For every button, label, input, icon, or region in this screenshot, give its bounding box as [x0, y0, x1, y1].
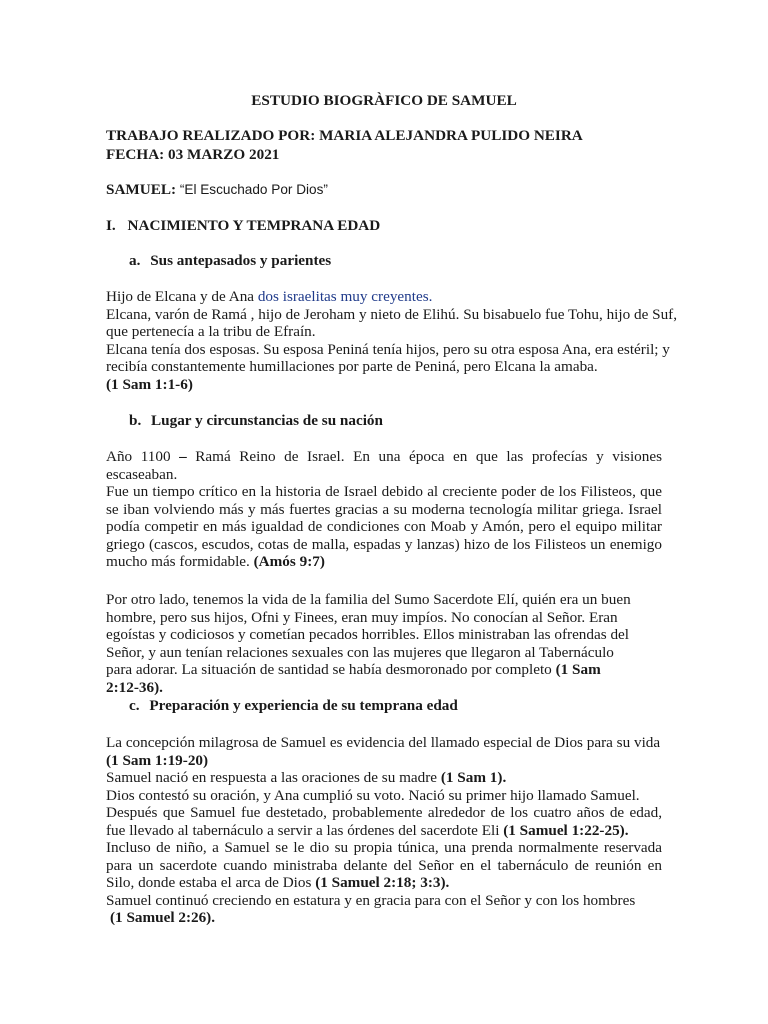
text-run: Hijo de Elcana y de Ana: [106, 288, 258, 305]
subject-line: [106, 181, 706, 199]
paragraph-c-line1: La concepción milagrosa de Samuel es evidencia del llamado especial de Dios para su vida: [106, 734, 661, 751]
paragraph-c-line4: [106, 804, 662, 839]
scripture-reference: (Amós 9:7): [253, 553, 325, 570]
scripture-reference: (1 Sam 2:12-36).: [106, 661, 601, 696]
highlight-link[interactable]: dos israelitas muy creyentes.: [257, 288, 433, 305]
subsection-title: Preparación y experiencia de su temprana edad: [149, 697, 458, 714]
subsection-title: Lugar y circunstancias de su nación: [151, 412, 383, 429]
text-run: Incluso de niño, a Samuel se le dio su propia túnica, una prenda normalmente reservada para un sacerdote cuando ministraba delante del Señor en el tabernáculo de reunión en Silo, donde estaba el arca de Dios: [106, 839, 662, 891]
subject-meaning: “El Escuchado Por Dios”: [179, 182, 328, 197]
subsection-heading-b: [129, 412, 689, 430]
subsection-letter: c.: [129, 697, 140, 714]
paragraph-c-line5: [106, 839, 662, 892]
section-heading-1: [106, 217, 706, 235]
paragraph-b2: [106, 591, 636, 696]
scripture-reference: (1 Samuel 1:22-25).: [503, 821, 629, 839]
text-run: Fue un tiempo crítico en la historia de Israel debido al creciente poder de los Filisteos, que se iban volviendo más y más fuertes gracias a su moderna tecnología militar griega. Israel podía competir en más igualdad de condiciones con Moab y Amón, pero el equipo militar griego (cascos, escudos, cotas de malla, espadas y lanzas) hizo de los Filisteos un enemigo mucho más formidable.: [106, 483, 662, 570]
paragraph-c: [106, 734, 662, 927]
scripture-reference: (1 Sam 1).: [440, 769, 507, 786]
scripture-reference: (1 Samuel 2:26).: [110, 909, 216, 926]
paragraph-c-line3: Dios contestó su oración, y Ana cumplió su voto. Nació su primer hijo llamado Samuel.: [106, 786, 640, 804]
text-run: Samuel nació en respuesta a las oraciones de su madre: [106, 769, 441, 786]
text-run: Año 1100: [106, 448, 180, 465]
paragraph-b-line2: [106, 483, 662, 571]
paragraph-a-line3: Elcana tenía dos esposas. Su esposa Peniná tenía hijos, pero su otra esposa Ana, era estéril; y recibía constantemente humillaciones por parte de Peniná, pero Elcana la amaba.: [106, 340, 670, 375]
text-run: Ramá Reino de Israel. En una época en que las profecías y visiones escaseaban.: [106, 448, 663, 483]
paragraph-b: [106, 448, 662, 571]
paragraph-a-line2: Elcana, varón de Ramá , hijo de Jeroham y nieto de Elihú. Su bisabuelo fue Tohu, hijo de Suf, que pertenecía a la tribu de Efraín.: [106, 305, 678, 340]
paragraph-c-line2: [106, 769, 662, 787]
subsection-heading-a: [129, 252, 689, 270]
paragraph-c-line6: Samuel continuó creciendo en estatura y en gracia para con el Señor y con los hombres: [106, 891, 636, 909]
scripture-reference: (1 Samuel 2:18; 3:3).: [315, 874, 450, 891]
section-number: I.: [106, 217, 116, 234]
author-line: TRABAJO REALIZADO POR: MARIA ALEJANDRA PULIDO NEIRA: [106, 127, 583, 144]
date-line: FECHA: 03 MARZO 2021: [106, 146, 280, 163]
dash: –: [179, 448, 187, 465]
scripture-reference: (1 Sam 1:1-6): [106, 375, 193, 393]
section-title: NACIMIENTO Y TEMPRANA EDAD: [127, 217, 381, 234]
paragraph-b-line1: [106, 448, 662, 483]
subsection-letter: b.: [129, 412, 142, 429]
paragraph-a: [106, 288, 681, 393]
subsection-title: Sus antepasados y parientes: [150, 252, 332, 269]
scripture-reference: (1 Sam 1:19-20): [106, 751, 209, 769]
paragraph-a-line1: [106, 288, 432, 305]
document-title: ESTUDIO BIOGRÀFICO DE SAMUEL: [251, 92, 517, 109]
subsection-letter: a.: [129, 252, 141, 269]
subsection-heading-c: [129, 697, 689, 715]
text-run: Por otro lado, tenemos la vida de la familia del Sumo Sacerdote Elí, quién era un buen hombre, pero sus hijos, Ofni y Finees, eran muy impíos. No conocían al Señor. Eran egoístas y codiciosos y cometían pecados horribles. Ellos ministraban las ofrendas del Señor, y aun tenían relaciones sexuales con las mujeres que llegaron al Tabernáculo para adorar. La situación de santidad se había desmoronado por completo: [106, 591, 631, 678]
subject-label: SAMUEL:: [106, 181, 177, 198]
text-run: Después que Samuel fue destetado, probablemente alrededor de los cuatro años de edad, fue llevado al tabernáculo a servir a las órdenes del sacerdote Eli: [106, 804, 662, 839]
